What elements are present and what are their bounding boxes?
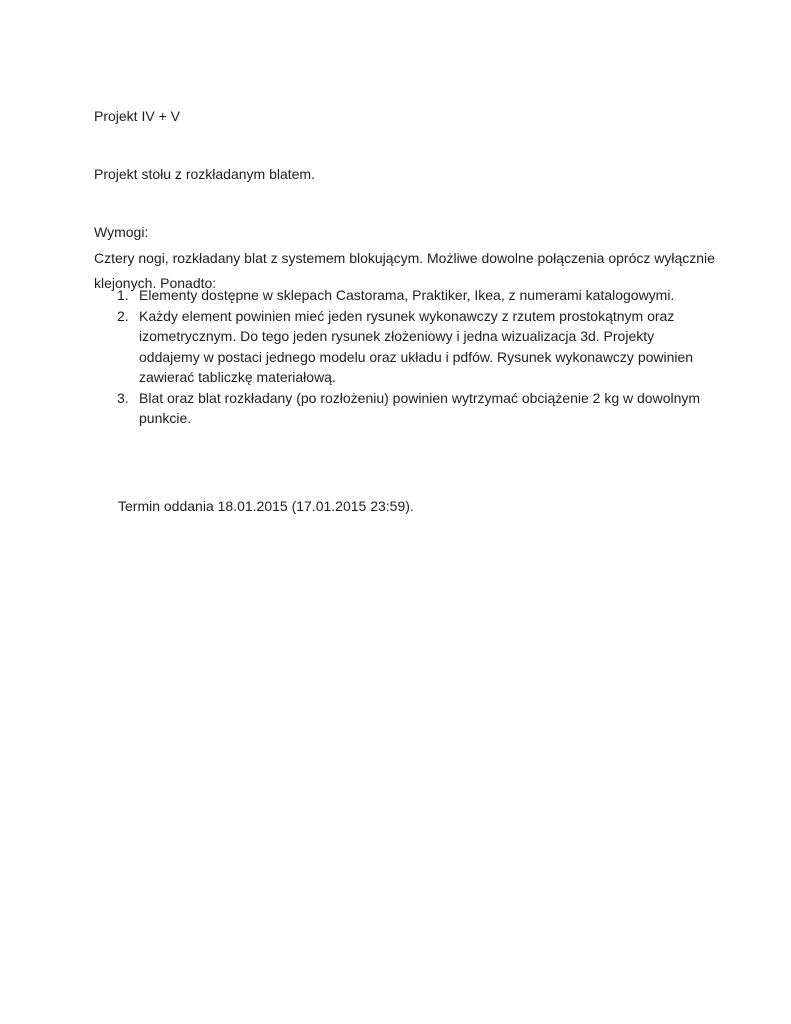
requirements-list (117, 285, 703, 429)
requirements-heading: Wymogi: (94, 224, 149, 240)
list-item-text: Elementy dostępne w sklepach Castorama, Praktiker, Ikea, z numerami katalogowymi. (139, 287, 675, 303)
list-item-text: Każdy element powinien mieć jeden rysunek wykonawczy z rzutem prostokątnym oraz izometrycznym. Do tego jeden rysunek złożeniowy i jedna wizualizacja 3d. Projekty oddajemy w postaci jednego modelu oraz układu i pdfów. Rysunek wykonawczy powinien zawierać tabliczkę materiałową. (139, 307, 694, 385)
list-item-number: 3. (117, 389, 129, 406)
list-item-text: Blat oraz blat rozkładany (po rozłożeniu) powinien wytrzymać obciążenie 2 kg w dowolnym punkcie. (139, 389, 701, 426)
document-title: Projekt IV + V (94, 108, 180, 124)
requirements-intro: Cztery nogi, rozkładany blat z systemem blokującym. Możliwe dowolne połączenia oprócz wyłącznie klejonych. Ponadto: (94, 250, 715, 291)
list-item-number: 2. (117, 307, 129, 324)
list-item (117, 285, 703, 306)
list-item (117, 306, 703, 388)
list-item-number: 1. (117, 287, 129, 303)
document-subtitle: Projekt stołu z rozkładanym blatem. (94, 166, 315, 182)
deadline-text: Termin oddania 18.01.2015 (17.01.2015 23:59). (118, 498, 414, 514)
list-item (117, 388, 703, 429)
